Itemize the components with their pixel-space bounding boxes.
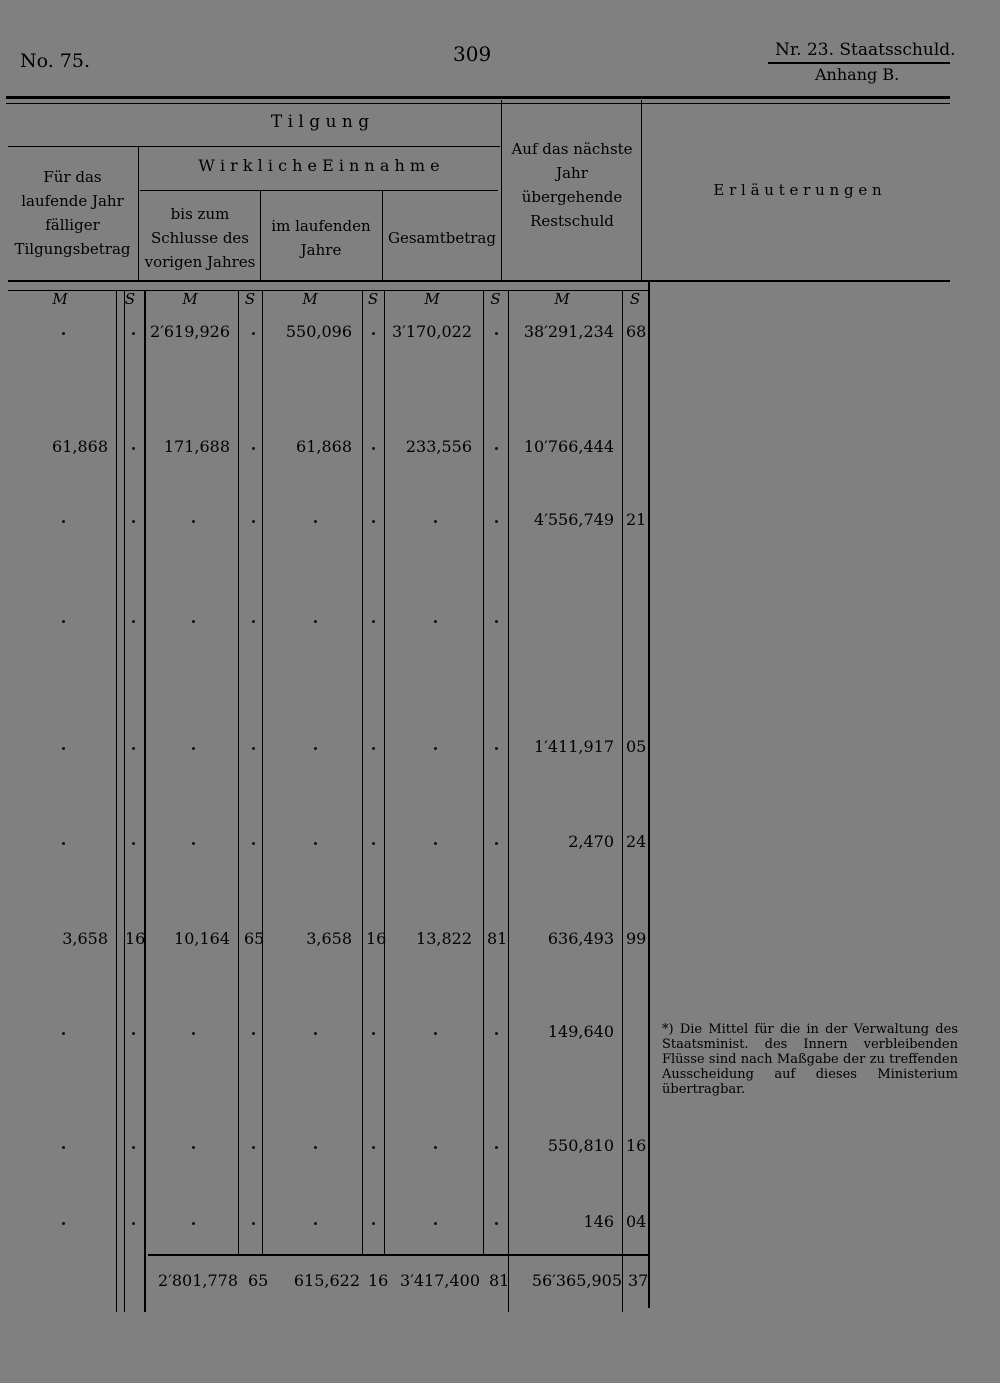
total-pf: 65 <box>248 1271 269 1290</box>
total-pf: 81 <box>489 1271 510 1290</box>
header-gesamtbetrag: Gesamtbetrag <box>388 229 496 247</box>
leader-dot <box>252 620 255 623</box>
body-vline-c3 <box>262 290 263 1256</box>
header-bis-zum: bis zum Schlusse des vorigen Jahres <box>144 205 256 271</box>
header-wirkliche: W i r k l i c h e E i n n a h m e <box>198 156 440 175</box>
page-right-title: Nr. 23. Staatsschuld. <box>775 40 956 60</box>
cell-pf: 81 <box>487 929 508 948</box>
leader-dot <box>132 842 135 845</box>
cell-pf: 21 <box>626 510 647 529</box>
leader-dot <box>314 620 317 623</box>
leader-dot <box>495 1146 498 1149</box>
cell-mark: 3,658 <box>306 929 352 948</box>
cell-pf: 65 <box>244 929 265 948</box>
leader-dot <box>372 520 375 523</box>
leader-dot <box>252 842 255 845</box>
leader-dot <box>314 1032 317 1035</box>
leader-dot <box>132 747 135 750</box>
leader-dot <box>372 1146 375 1149</box>
leader-dot <box>132 1222 135 1225</box>
leader-dot <box>62 1222 65 1225</box>
leader-dot <box>434 842 437 845</box>
leader-dot <box>132 447 135 450</box>
body-vline-c5p <box>622 290 623 1312</box>
unit-pf-c2: S <box>244 290 256 308</box>
leader-dot <box>62 332 65 335</box>
leader-dot <box>252 1222 255 1225</box>
unit-mark-c1: M <box>52 290 68 308</box>
leader-dot <box>495 1032 498 1035</box>
totals-rule <box>148 1254 648 1256</box>
leader-dot <box>252 332 255 335</box>
body-vline-c1b <box>124 290 125 1312</box>
leader-dot <box>62 747 65 750</box>
leader-dot <box>434 747 437 750</box>
leader-dot <box>495 620 498 623</box>
leader-dot <box>495 1222 498 1225</box>
footnote: *) Die Mittel für die in der Verwaltung des Staatsminist. des Innern verbleibenden Flüsse sind nach Maßgabe der zu treffenden Ausscheidung auf dieses Ministerium übertragbar. <box>662 1022 958 1097</box>
cell-mark: 146 <box>583 1212 614 1231</box>
cell-pf: 68 <box>626 322 647 341</box>
cell-mark: 233,556 <box>405 437 472 456</box>
cell-mark: 2,470 <box>568 832 614 851</box>
leader-dot <box>314 1222 317 1225</box>
cell-mark: 61,868 <box>296 437 352 456</box>
leader-dot <box>434 1146 437 1149</box>
unit-mark-c5: M <box>554 290 570 308</box>
leader-dot <box>132 332 135 335</box>
leader-dot <box>192 520 195 523</box>
cell-pf: 04 <box>626 1212 647 1231</box>
body-vline-c2p <box>238 290 239 1256</box>
unit-mark-c2: M <box>182 290 198 308</box>
unit-pf-c1: S <box>124 290 136 308</box>
cell-mark: 38′291,234 <box>523 322 614 341</box>
cell-pf: 99 <box>626 929 647 948</box>
leader-dot <box>132 1032 135 1035</box>
cell-mark: 3,658 <box>62 929 108 948</box>
leader-dot <box>372 332 375 335</box>
leader-dot <box>495 520 498 523</box>
header-faelliger: Für das laufende Jahr fälliger Tilgungsbetrag <box>14 168 131 258</box>
cell-mark: 636,493 <box>547 929 614 948</box>
unit-mark-c4: M <box>424 290 440 308</box>
leader-dot <box>434 1032 437 1035</box>
leader-dot <box>252 747 255 750</box>
leader-dot <box>495 842 498 845</box>
unit-mark-c3: M <box>302 290 318 308</box>
body-vline-c3p <box>362 290 363 1256</box>
leader-dot <box>372 1032 375 1035</box>
unit-pf-c4: S <box>490 290 501 308</box>
leader-dot <box>372 447 375 450</box>
cell-mark: 550,810 <box>547 1136 614 1155</box>
leader-dot <box>495 332 498 335</box>
cell-mark: 171,688 <box>163 437 230 456</box>
cell-mark: 149,640 <box>547 1022 614 1041</box>
leader-dot <box>495 447 498 450</box>
leader-dot <box>314 1146 317 1149</box>
body-vline-c1 <box>116 290 117 1312</box>
leader-dot <box>62 842 65 845</box>
leader-dot <box>372 1222 375 1225</box>
total-mark: 2′801,778 <box>158 1271 238 1290</box>
cell-mark: 2′619,926 <box>150 322 230 341</box>
body-vline-c6 <box>648 282 650 1308</box>
leader-dot <box>434 520 437 523</box>
leader-dot <box>192 620 195 623</box>
leader-dot <box>62 1032 65 1035</box>
leader-dot <box>434 1222 437 1225</box>
einnahme-rule <box>140 190 498 191</box>
total-mark: 56′365,905 <box>531 1271 622 1290</box>
title-underline <box>768 62 950 64</box>
cell-pf: 16 <box>125 929 146 948</box>
header-erlaeuterungen: E r l ä u t e r u n g e n <box>713 181 882 199</box>
leader-dot <box>252 1146 255 1149</box>
cell-mark: 10,164 <box>174 929 230 948</box>
leader-dot <box>132 1146 135 1149</box>
total-pf: 16 <box>368 1271 389 1290</box>
header-im-laufenden: im laufenden Jahre <box>271 217 371 259</box>
hdr-vline-5 <box>641 100 642 282</box>
hdr-vline-4 <box>501 100 502 282</box>
cell-mark: 1′411,917 <box>534 737 614 756</box>
cell-mark: 550,096 <box>285 322 352 341</box>
body-vline-c4p <box>483 290 484 1256</box>
body-vline-c2 <box>144 290 146 1312</box>
cell-mark: 4′556,749 <box>534 510 614 529</box>
leader-dot <box>314 520 317 523</box>
cell-mark: 61,868 <box>52 437 108 456</box>
leader-dot <box>252 520 255 523</box>
leader-dot <box>372 747 375 750</box>
leader-dot <box>62 620 65 623</box>
body-vline-c5 <box>508 290 509 1312</box>
leader-dot <box>495 747 498 750</box>
hdr-vline-1 <box>138 146 139 282</box>
header-tilgung: T i l g u n g <box>270 112 370 132</box>
total-pf: 37 <box>628 1271 649 1290</box>
leader-dot <box>192 1146 195 1149</box>
leader-dot <box>314 747 317 750</box>
leader-dot <box>62 1146 65 1149</box>
leader-dot <box>192 1222 195 1225</box>
leader-dot <box>252 447 255 450</box>
page-right-subtitle: Anhang B. <box>815 65 900 84</box>
cell-mark: 3′170,022 <box>392 322 472 341</box>
top-rule-thin <box>6 103 950 104</box>
page-left-label: No. 75. <box>20 50 91 72</box>
leader-dot <box>372 620 375 623</box>
body-vline-c4 <box>384 290 385 1256</box>
top-rule <box>6 96 950 99</box>
leader-dot <box>192 1032 195 1035</box>
cell-pf: 16 <box>366 929 387 948</box>
leader-dot <box>132 520 135 523</box>
header-bottom-rule <box>8 280 950 282</box>
leader-dot <box>192 842 195 845</box>
hdr-vline-3 <box>382 190 383 282</box>
leader-dot <box>252 1032 255 1035</box>
hdr-vline-2 <box>260 190 261 282</box>
cell-pf: 24 <box>626 832 647 851</box>
cell-mark: 10′766,444 <box>523 437 614 456</box>
cell-pf: 16 <box>626 1136 647 1155</box>
leader-dot <box>434 620 437 623</box>
unit-pf-c3: S <box>367 290 379 308</box>
page-number: 309 <box>453 42 492 66</box>
leader-dot <box>314 842 317 845</box>
tilgung-rule <box>8 146 500 147</box>
leader-dot <box>372 842 375 845</box>
total-mark: 615,622 <box>293 1271 360 1290</box>
cell-pf: 05 <box>626 737 647 756</box>
header-auf-das: Auf das nächste Jahr übergehende Restschuld <box>511 140 633 230</box>
leader-dot <box>62 520 65 523</box>
leader-dot <box>192 747 195 750</box>
cell-mark: 13,822 <box>416 929 472 948</box>
unit-pf-c5: S <box>629 290 641 308</box>
total-mark: 3′417,400 <box>400 1271 480 1290</box>
leader-dot <box>132 620 135 623</box>
